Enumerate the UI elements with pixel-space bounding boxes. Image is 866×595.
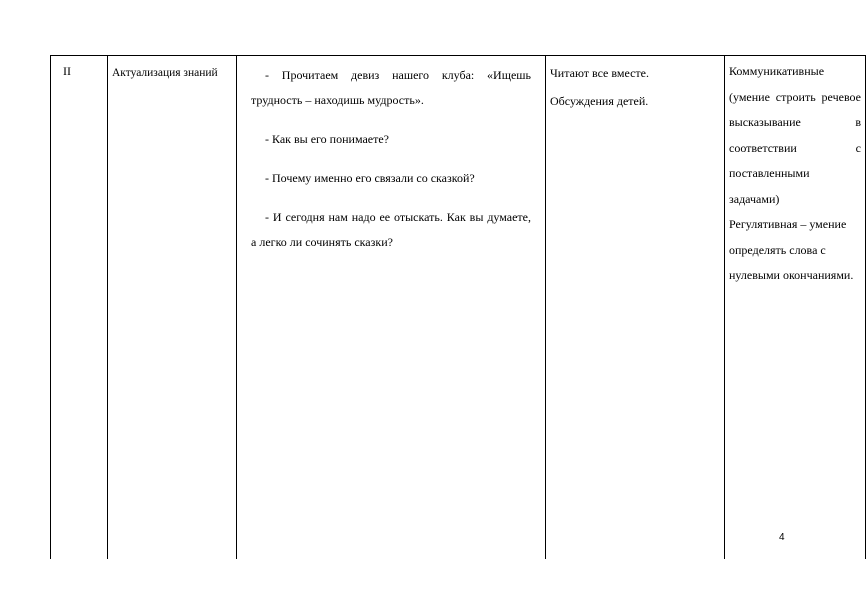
stage-name-cell — [108, 56, 237, 560]
teacher-activity-cell — [237, 56, 546, 560]
student-activity-line-1: Читают все вместе. — [550, 66, 649, 80]
teacher-paragraph-2: - Как вы его понимаете? — [265, 132, 390, 146]
lesson-plan-table — [50, 55, 866, 559]
teacher-paragraph-3: - Почему именно его связали со сказкой? — [265, 171, 475, 185]
stage-number-cell — [51, 56, 108, 560]
uud-regulative-text: Регулятивная – умение определять слова с нулевыми окончаниями. — [729, 217, 854, 282]
student-activity-cell — [546, 56, 725, 560]
stage-number: II — [63, 64, 71, 78]
teacher-paragraph-1: - Прочитаем девиз нашего клуба: «Ищешь трудность – находишь мудрость». — [251, 68, 531, 107]
page-number: 4 — [779, 532, 785, 543]
uud-communicative-text: (умение строить речевое высказывание в соответствии с поставленными задачами) — [729, 89, 861, 206]
teacher-paragraph-4: - И сегодня нам надо ее отыскать. Как вы думаете, а легко ли сочинять сказки? — [251, 210, 531, 249]
stage-name: Актуализация знаний — [112, 67, 218, 79]
table-row — [51, 56, 866, 560]
uud-communicative-title: Коммуникативные — [729, 64, 825, 78]
student-activity-line-2: Обсуждения детей. — [550, 94, 649, 108]
uud-cell — [725, 56, 866, 560]
